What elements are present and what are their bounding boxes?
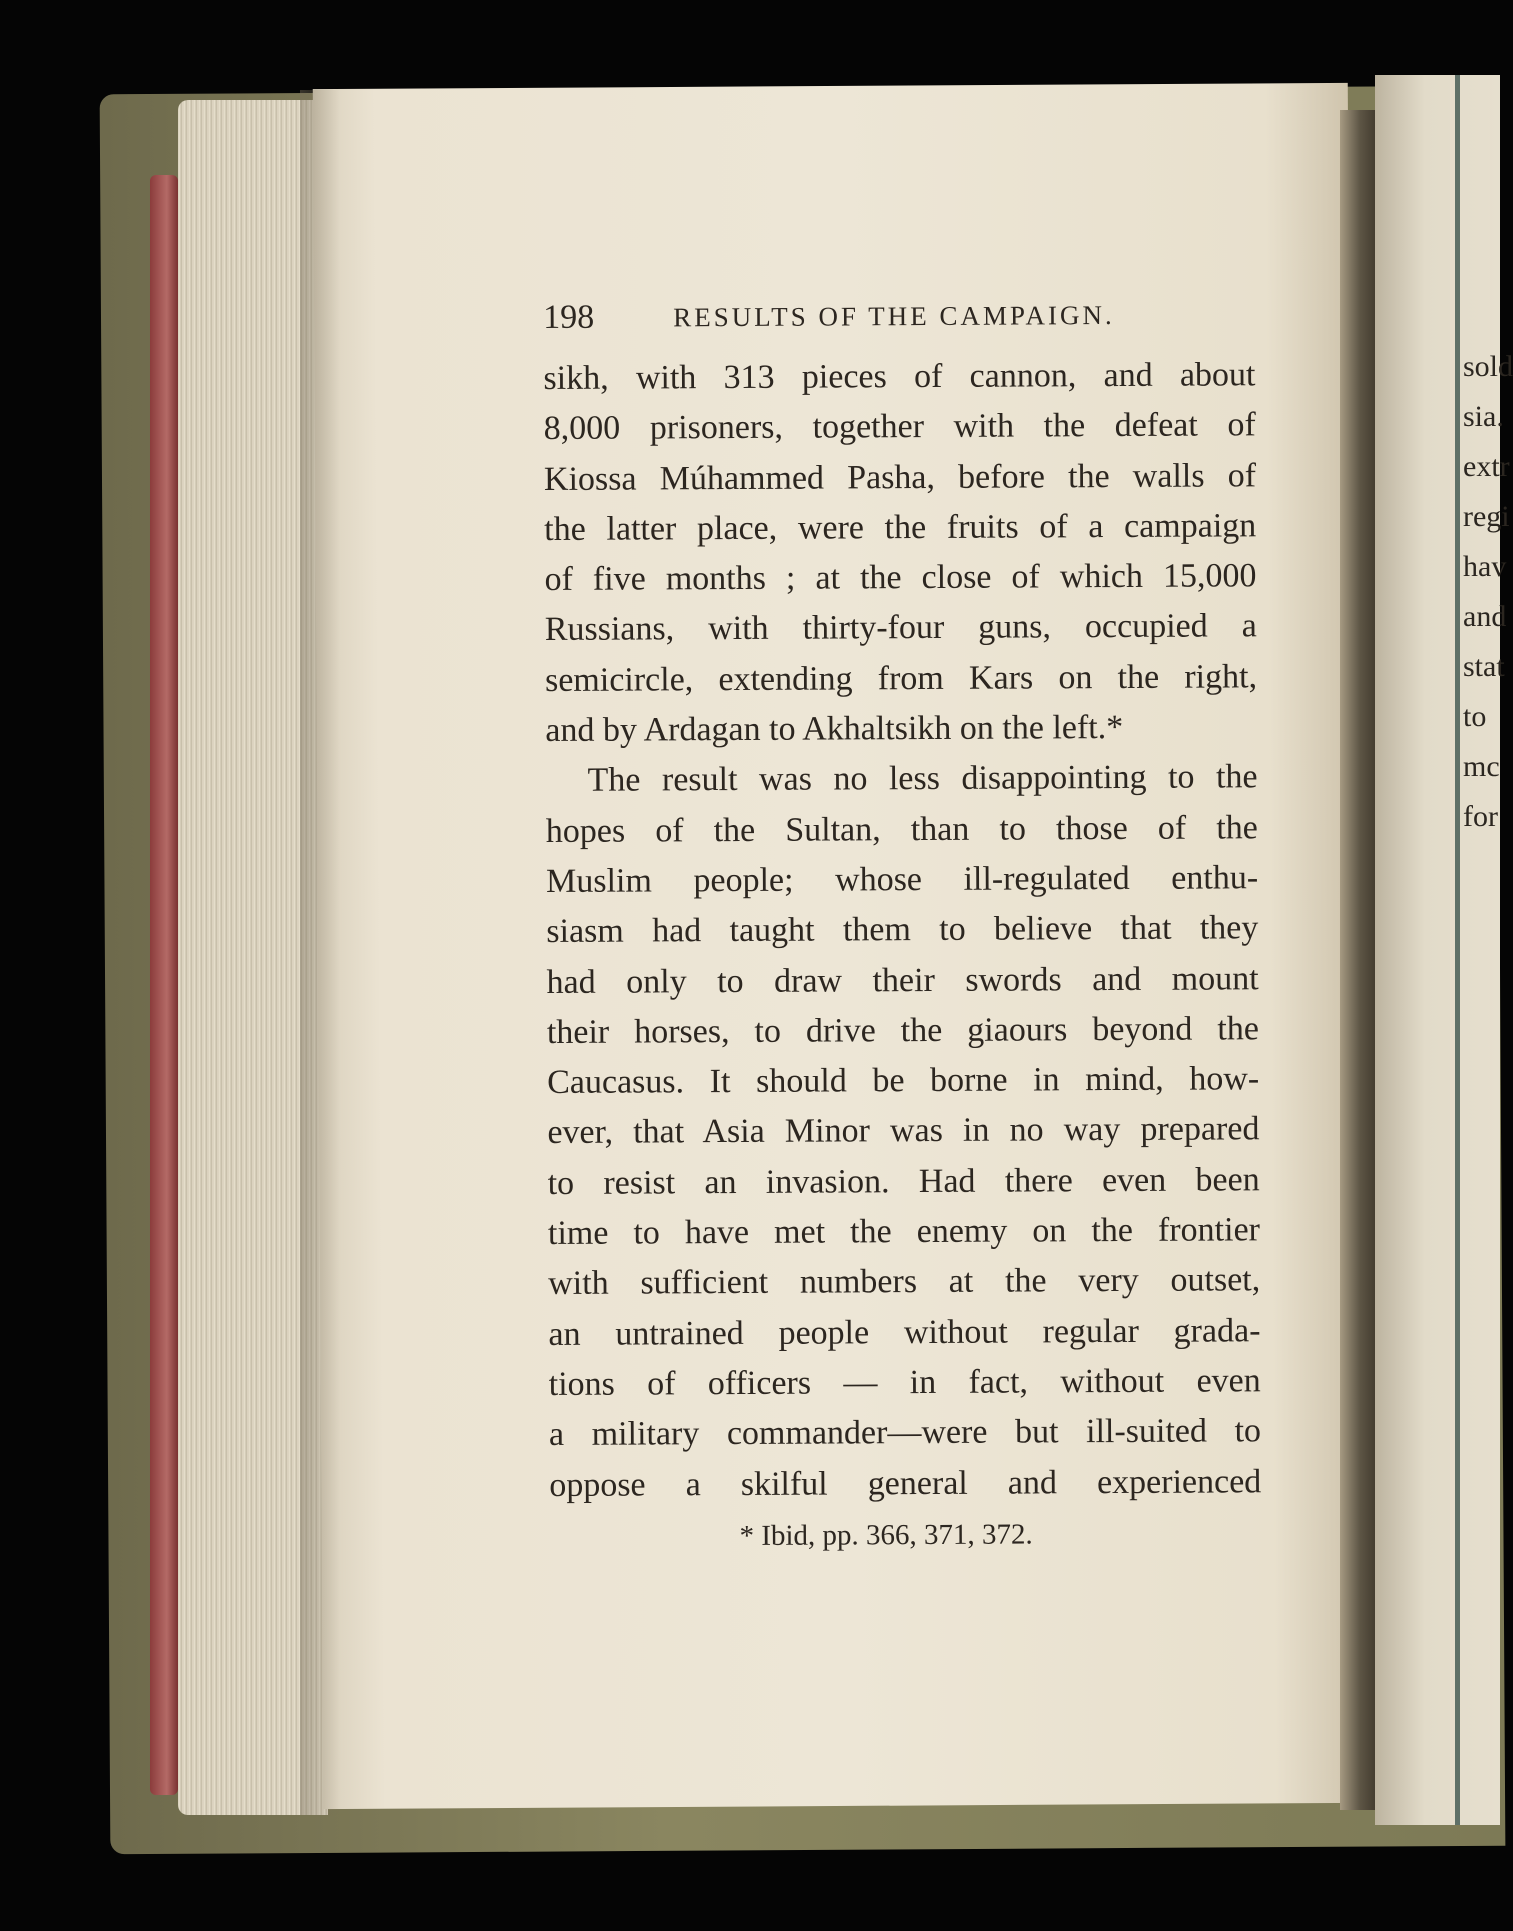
text-line: sikh, with 313 pieces of cannon, and about: [543, 356, 1256, 397]
text-line: the latter place, were the fruits of a campaign: [544, 507, 1257, 548]
text-line: their horses, to drive the giaours beyond the: [546, 1010, 1259, 1051]
facing-page-text: [1463, 342, 1513, 842]
paragraph-1: [543, 350, 1257, 756]
page-shadow: [300, 90, 340, 1815]
text-line: tions of officers — in fact, without even: [548, 1362, 1261, 1403]
page-number: 198: [543, 298, 595, 336]
footnote: * Ibid, pp. 366, 371, 372.: [739, 1518, 1033, 1552]
text-line: to resist an invasion. Had there even been: [547, 1161, 1260, 1202]
facing-word: mc: [1463, 750, 1500, 783]
text-line: 8,000 prisoners, together with the defeat of: [543, 406, 1256, 448]
page-header: [543, 286, 1255, 346]
facing-page-rule: [1455, 75, 1460, 1825]
facing-word: extr: [1463, 450, 1510, 483]
facing-word: hav: [1463, 550, 1507, 583]
text-line: time to have met the enemy on the frontier: [547, 1211, 1261, 1253]
running-head: RESULTS OF THE CAMPAIGN.: [673, 300, 1115, 333]
text-line: had only to draw their swords and mount: [546, 959, 1259, 1001]
facing-word: sia.: [1463, 400, 1504, 433]
text-line: with sufficient numbers at the very outset,: [548, 1261, 1261, 1303]
facing-word: to: [1463, 700, 1487, 733]
text-line: Russians, with thirty-four guns, occupied a: [544, 607, 1257, 649]
text-line: Kiossa Múhammed Pasha, before the walls of: [543, 456, 1257, 498]
text-line: Caucasus. It should be borne in mind, how-: [547, 1060, 1260, 1102]
text-line: an untrained people without regular grada-: [548, 1311, 1261, 1353]
book-spine-edge: [150, 175, 178, 1795]
page-text: [543, 286, 1262, 1559]
facing-word: regi: [1463, 500, 1510, 533]
text-line: siasm had taught them to believe that they: [546, 909, 1259, 951]
facing-word: and: [1463, 600, 1507, 633]
text-line: a military commander—were but ill-suited to: [548, 1412, 1262, 1454]
text-line: oppose a skilful general and experienced: [549, 1462, 1262, 1504]
book-gutter: [1340, 110, 1380, 1810]
text-line: ever, that Asia Minor was in no way prepared: [547, 1110, 1260, 1152]
text-line: of five months ; at the close of which 15,000: [544, 557, 1257, 599]
text-line: semicircle, extending from Kars on the right,: [544, 658, 1258, 699]
facing-word: sold: [1463, 350, 1513, 383]
text-line: hopes of the Sultan, than to those of the: [545, 808, 1258, 850]
text-line: Muslim people; whose ill-regulated enthu-: [546, 859, 1259, 900]
text-line: and by Ardagan to Akhaltsikh on the left.*: [545, 709, 1124, 750]
text-line: The result was no less disappointing to the: [587, 758, 1258, 800]
facing-page: [1375, 75, 1500, 1825]
facing-word: stat: [1463, 650, 1505, 683]
facing-word: for: [1463, 800, 1498, 833]
paragraph-2: [545, 753, 1261, 1511]
